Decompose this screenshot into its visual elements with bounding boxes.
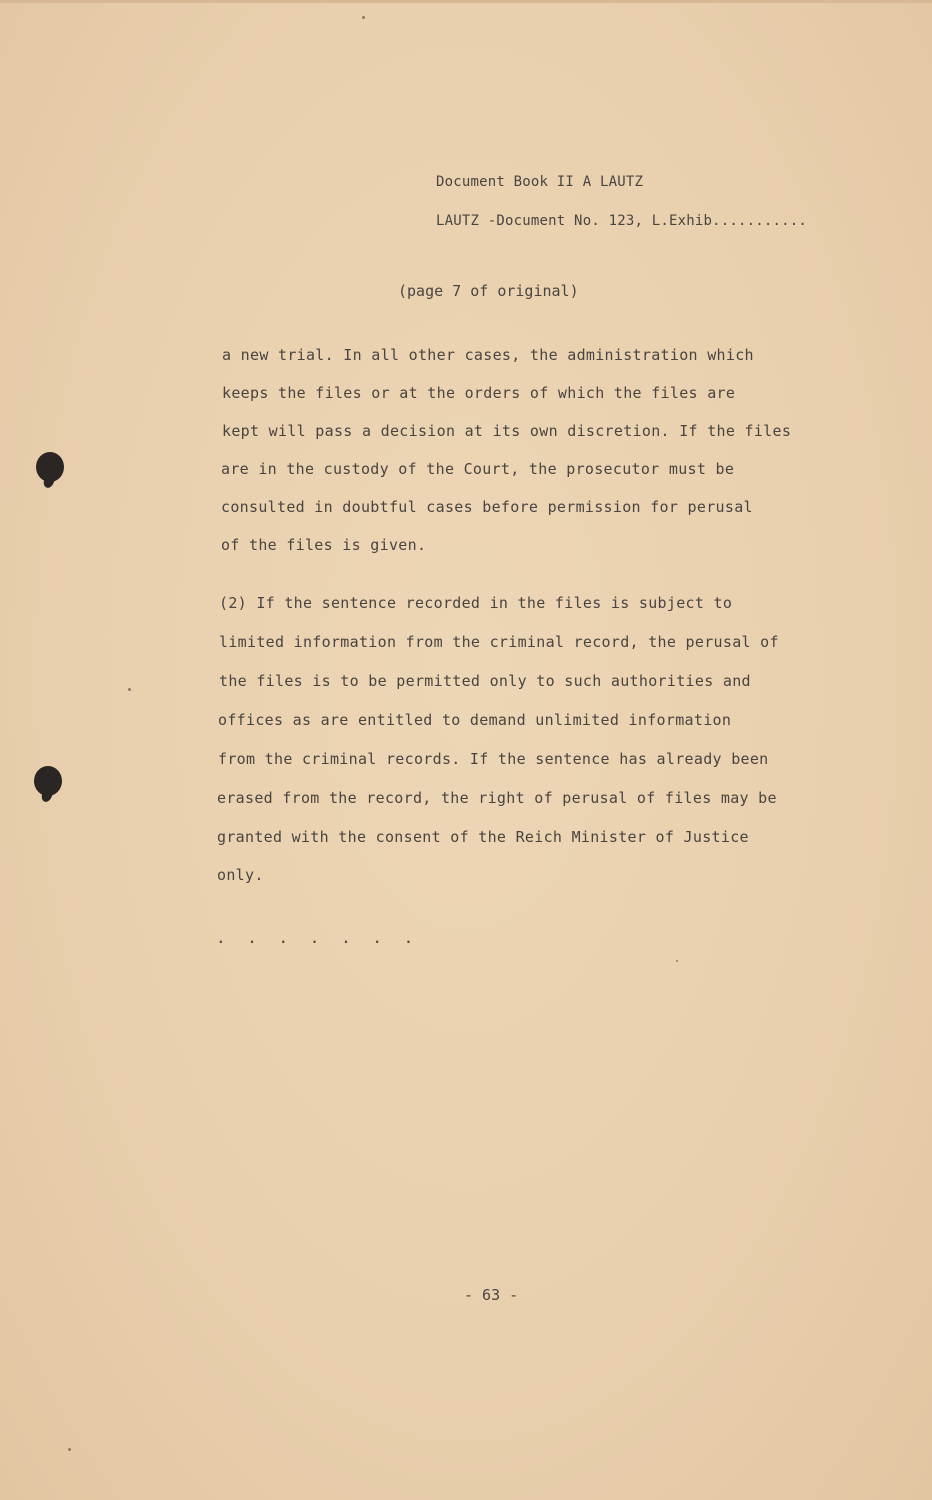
paper-speck bbox=[362, 16, 365, 19]
paragraph1-line: of the files is given. bbox=[221, 536, 427, 554]
paper-speck bbox=[128, 688, 131, 691]
paragraph2-line: erased from the record, the right of perusal of files may be bbox=[217, 789, 777, 807]
paragraph2-line: granted with the consent of the Reich Minister of Justice bbox=[217, 828, 749, 846]
paragraph2-line: (2) If the sentence recorded in the files is subject to bbox=[219, 594, 733, 612]
paper-speck bbox=[68, 1448, 71, 1451]
paper-speck bbox=[676, 960, 678, 962]
paragraph1-line: keeps the files or at the orders of which the files are bbox=[222, 384, 736, 402]
paragraph1-line: consulted in doubtful cases before permission for perusal bbox=[221, 498, 753, 516]
paragraph2-line: offices as are entitled to demand unlimited information bbox=[218, 711, 732, 729]
paragraph1-line: are in the custody of the Court, the prosecutor must be bbox=[221, 460, 735, 478]
paragraph1-line: a new trial. In all other cases, the administration which bbox=[222, 346, 754, 364]
paragraph2-line: from the criminal records. If the sentence has already been bbox=[218, 750, 769, 768]
punch-hole-icon bbox=[36, 452, 64, 482]
ellipsis-marker: . . . . . . . bbox=[216, 928, 420, 947]
page-number: - 63 - bbox=[464, 1286, 519, 1304]
paragraph2-line: only. bbox=[217, 866, 264, 884]
punch-hole-icon bbox=[34, 766, 62, 796]
original-page-reference: (page 7 of original) bbox=[398, 282, 579, 300]
paragraph2-line: limited information from the criminal record, the perusal of bbox=[219, 633, 779, 651]
page-top-edge bbox=[0, 0, 932, 3]
document-book-header: Document Book II A LAUTZ bbox=[436, 174, 644, 190]
document-number-header: LAUTZ -Document No. 123, L.Exhib........... bbox=[436, 213, 808, 229]
paragraph1-line: kept will pass a decision at its own discretion. If the files bbox=[222, 422, 792, 440]
paragraph2-line: the files is to be permitted only to such authorities and bbox=[219, 672, 751, 690]
